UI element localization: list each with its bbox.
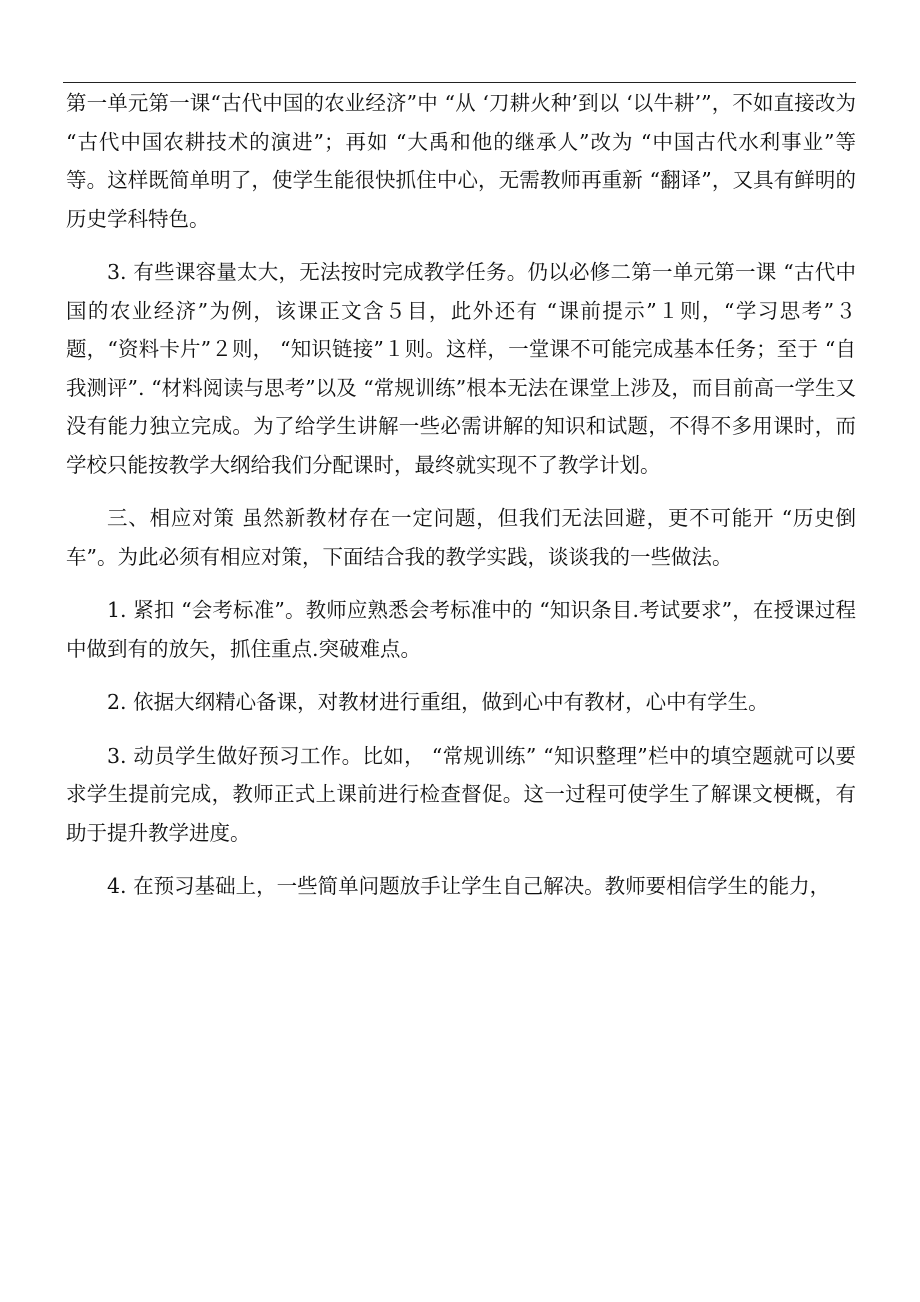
paragraph-item-2: 2. 依据大纲精心备课，对教材进行重组，做到心中有教材，心中有学生。 [107,690,769,714]
paragraph-continued: 第一单元第一课“古代中国的农业经济”中 “从 ‘刀耕火种’到以 ‘以牛耕’”，不如直接改为 “古代中国农耕技术的演进”；再如 “大禹和他的继承人”改为 “中国古代水利事业”等等。这样既简单明了，使学生能很快抓住中心，无需教师再重新 “翻译”，又具有鲜明的历史学科特色。 [66,91,856,231]
document-body [66,84,856,906]
paragraph-item-4: 4. 在预习基础上，一些简单问题放手让学生自己解决。教师要相信学生的能力， [107,874,831,898]
paragraph-item-1: 1. 紧扣 “会考标准”。教师应熟悉会考标准中的 “知识条目.考试要求”，在授课过程中做到有的放矢，抓住重点.突破难点。 [66,598,856,661]
header-rule [63,82,856,83]
paragraph-section-3-countermeasures: 三、相应对策 虽然新教材存在一定问题，但我们无法回避，更不可能开 “历史倒车”。为此必须有相应对策，下面结合我的教学实践，谈谈我的一些做法。 [66,506,856,569]
paragraph-point-3-capacity: 3. 有些课容量太大，无法按时完成教学任务。仍以必修二第一单元第一课 “古代中国的农业经济”为例，该课正文含５目，此外还有 “课前提示”１则，“学习思考”３题，“资料卡片”２则， “知识链接”１则。这样，一堂课不可能完成基本任务；至于 “自我测评”. “材料阅读与思考”以及 “常规训练”根本无法在课堂上涉及，而目前高一学生又没有能力独立完成。为了给学生讲解一些必需讲解的知识和试题，不得不多用课时，而学校只能按教学大纲给我们分配课时，最终就实现不了教学计划。 [66,260,856,477]
paragraph-item-3: 3. 动员学生做好预习工作。比如， “常规训练” “知识整理”栏中的填空题就可以要求学生提前完成，教师正式上课前进行检查督促。这一过程可使学生了解课文梗概，有助于提升教学进度。 [66,743,856,845]
